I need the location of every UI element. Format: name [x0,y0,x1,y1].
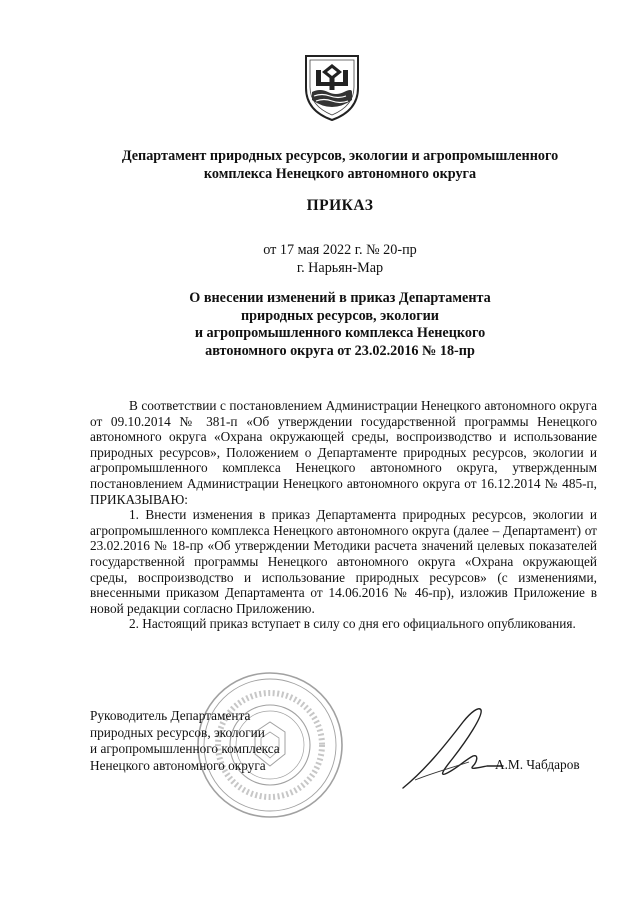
subject-line-1: О внесении изменений в приказ Департамента [189,290,491,306]
org-line-2: комплекса Ненецкого автономного округа [203,166,477,182]
signatory-position [90,708,310,774]
position-line-4: Ненецкого автономного округа [90,757,266,773]
document-title: ПРИКАЗ [306,197,374,214]
coat-of-arms-icon [302,52,362,122]
position-line-1: Руководитель Департамента [90,708,251,723]
signer-name: А.М. Чабдаров [495,757,580,772]
order-body [90,398,597,632]
org-line-1: Департамент природных ресурсов, экологии и агропромышленного [121,148,559,164]
signature-icon [395,700,505,800]
subject-line-3: и агропромышленного комплекса Ненецкого [194,325,486,341]
preamble-paragraph: В соответствии с постановлением Администрации Ненецкого автономного округа от 09.10.2014 № 381-п «Об утверждении государственной программы Ненецкого автономного округа «Охрана окружающей среды, воспроизводство и использование природных ресурсов», Положением о Департаменте природных ресурсов, экологии и агропромышленного комплекса Ненецкого автономного округа, утвержденным постановлением Администрации Ненецкого автономного округа от 16.12.2014 № 485-п, ПРИКАЗЫВАЮ: [90,398,597,507]
order-date-number: от 17 мая 2022 г. № 20-пр [263,242,417,258]
subject-line-4: автономного округа от 23.02.2016 № 18-пр [205,342,475,359]
order-subject [60,290,620,360]
order-place: г. Нарьян-Мар [296,260,384,276]
clause-2-paragraph: 2. Настоящий приказ вступает в силу со дня его официального опубликования. [129,616,576,632]
position-line-2: природных ресурсов, экологии [90,724,265,740]
subject-line-2: природных ресурсов, экологии [240,307,439,324]
clause-1-paragraph: 1. Внести изменения в приказ Департамента природных ресурсов, экологии и агропромышленного комплекса Ненецкого автономного округа (далее – Департамент) от 23.02.2016 № 18-пр «Об утверждении Методики расчета значений целевых показателей государственной программы Ненецкого автономного округа «Охрана окружающей среды, воспроизводство и использование природных ресурсов» (с изменениями, внесенными приказом Департамента от 14.06.2016 № 46-пр), изложив Приложение в новой редакции согласно Приложению. [90,507,597,616]
organization-name [60,147,620,183]
position-line-3: и агропромышленного комплекса [90,741,280,756]
date-block [60,241,620,277]
